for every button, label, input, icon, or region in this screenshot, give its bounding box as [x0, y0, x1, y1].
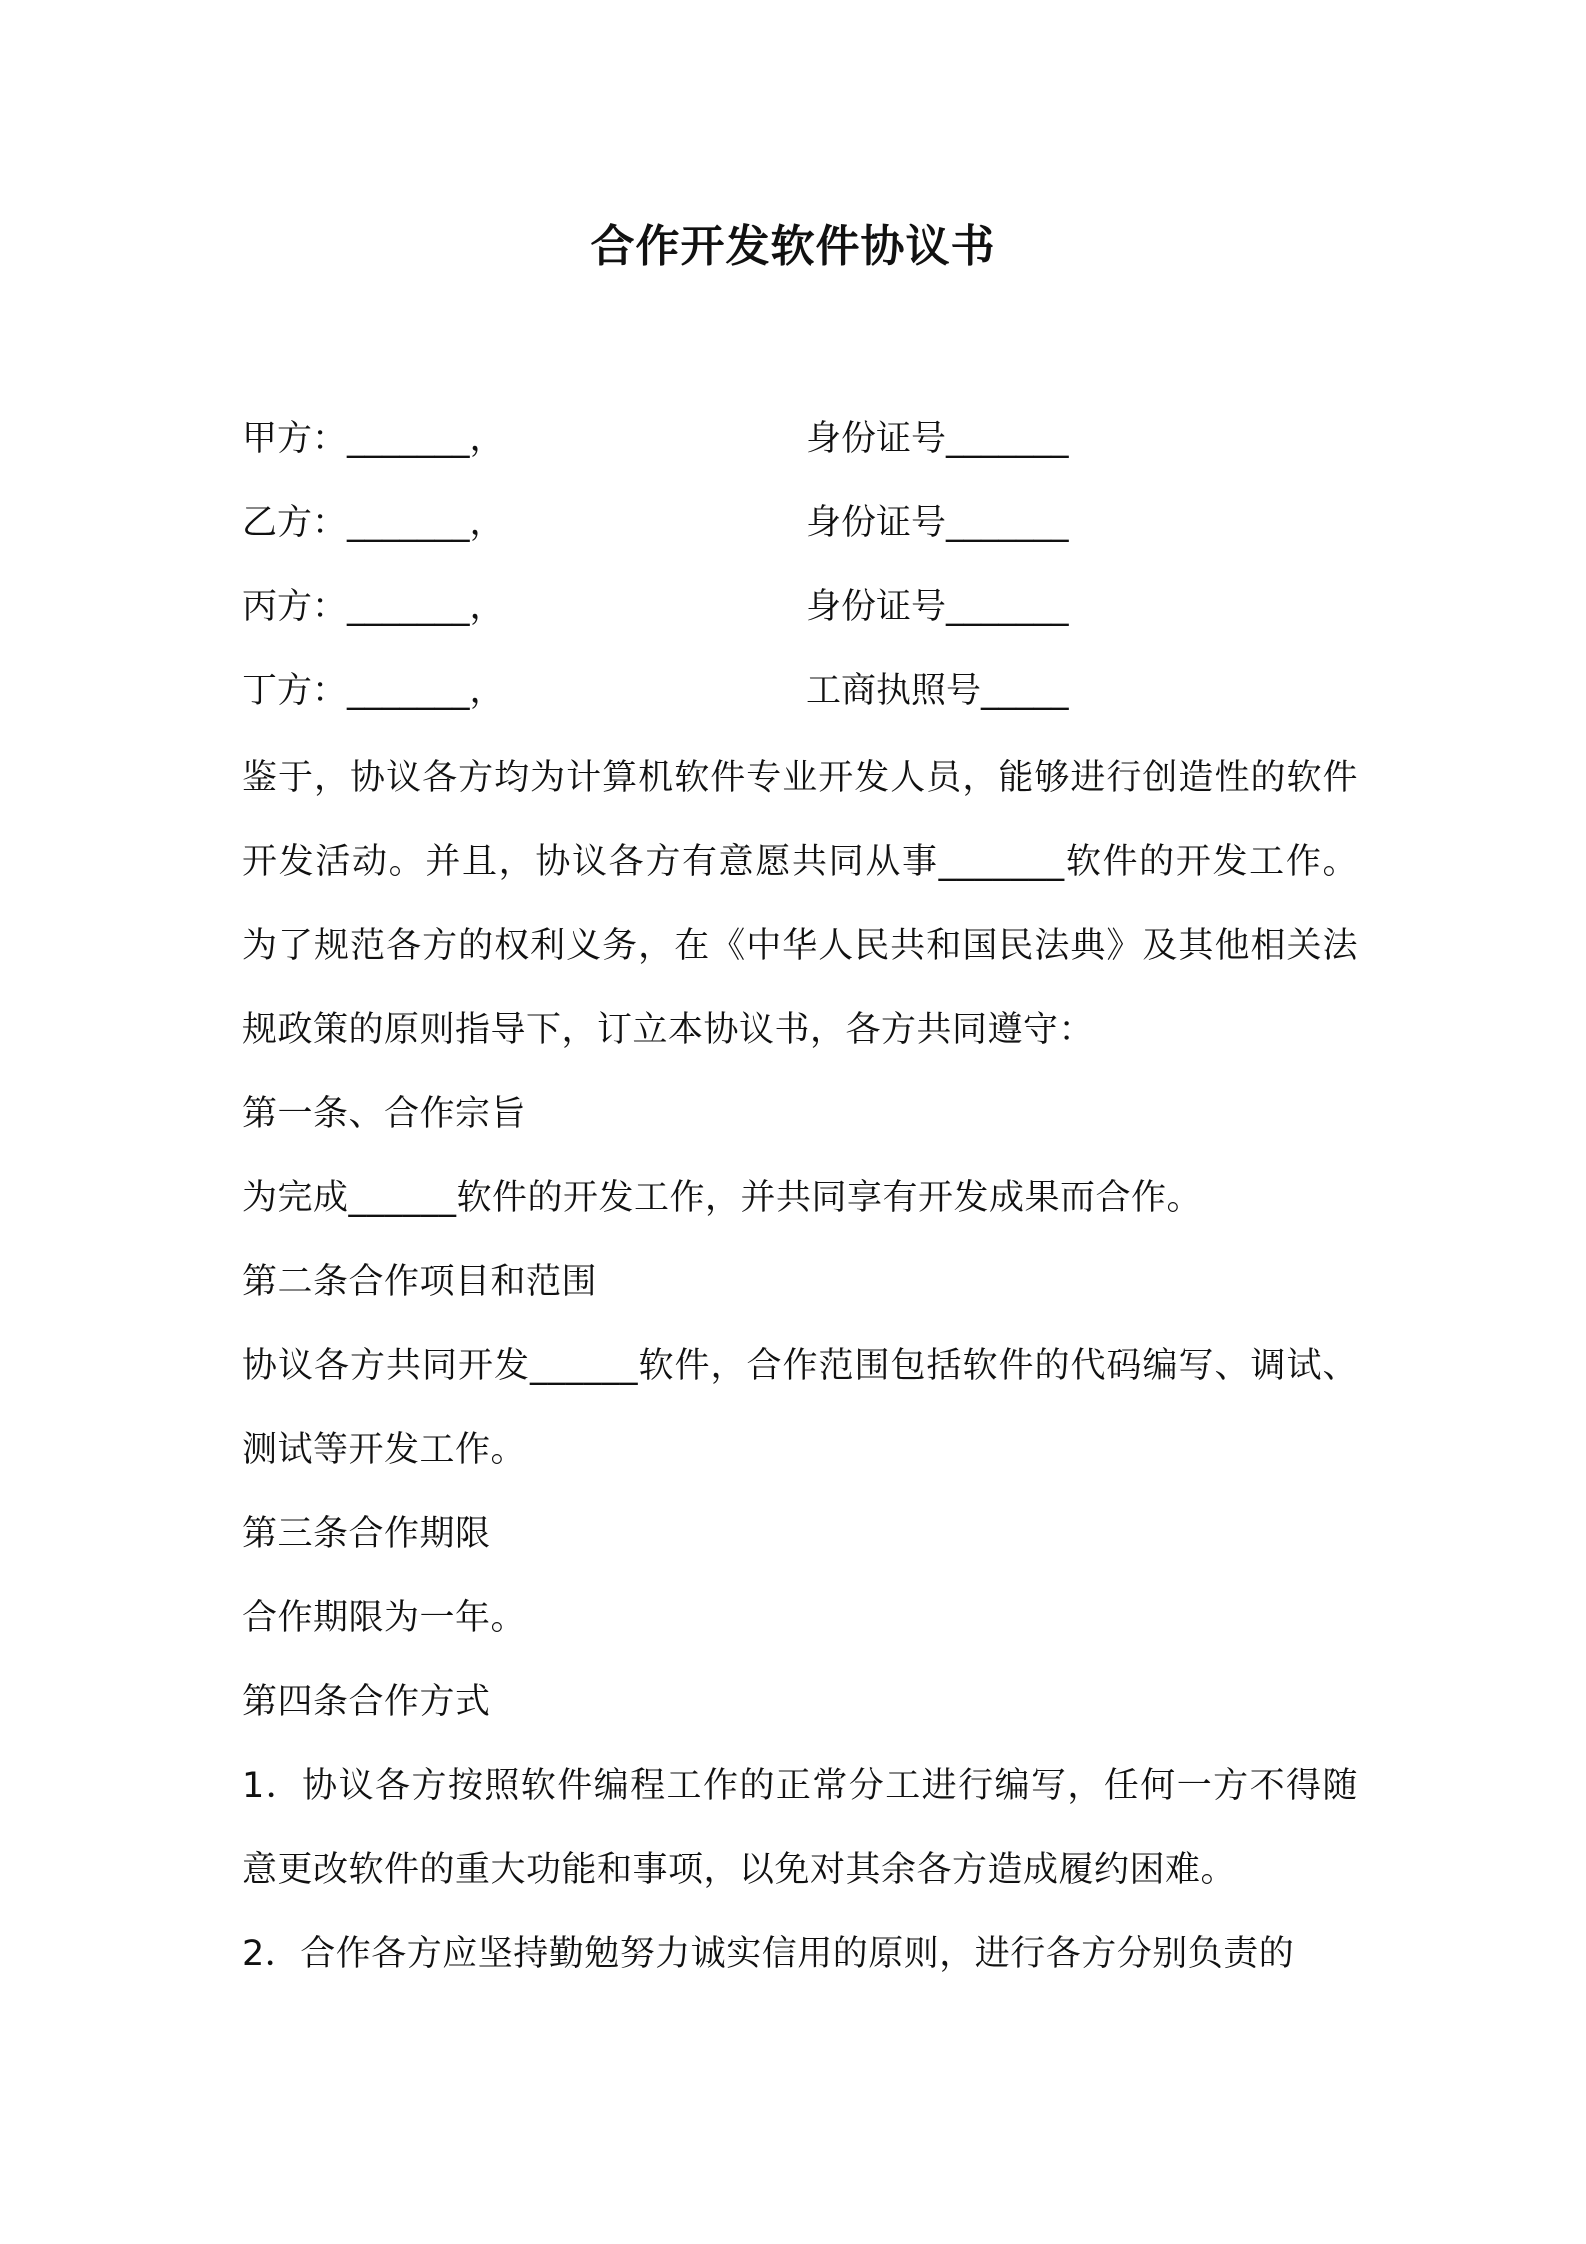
article-4-item-2: 2．合作各方应坚持勤勉努力诚实信用的原则，进行各方分别负责的 — [242, 1934, 1295, 1974]
article-4-item-1: 1．协议各方按照软件编程工作的正常分工进行编写，任何一方不得随意更改软件的重大功能和事项，以免对其余各方造成履约困难。 — [242, 1766, 1358, 1890]
party-bing-name: 丙方：_______， — [242, 587, 505, 627]
party-bing-id: 身份证号_______ — [806, 587, 1069, 627]
article-1-heading: 第一条、合作宗旨 — [242, 1094, 527, 1134]
article-3-text: 合作期限为一年。 — [242, 1598, 527, 1638]
article-2-heading: 第二条合作项目和范围 — [242, 1262, 598, 1302]
document-body — [242, 736, 1358, 1996]
party-ding-name: 丁方：_______， — [242, 671, 505, 711]
party-jia-id: 身份证号_______ — [806, 419, 1069, 459]
parties-block — [242, 404, 1362, 740]
document-title: 合作开发软件协议书 — [590, 221, 996, 272]
party-yi-id: 身份证号_______ — [806, 503, 1069, 543]
party-row-jia — [242, 404, 1362, 488]
party-ding-license: 工商执照号_____ — [806, 671, 1069, 711]
party-row-bing — [242, 572, 1362, 656]
article-4-heading: 第四条合作方式 — [242, 1682, 491, 1722]
preamble-paragraph: 鉴于，协议各方均为计算机软件专业开发人员，能够进行创造性的软件开发活动。并且，协议各方有意愿共同从事_______软件的开发工作。为了规范各方的权利义务，在《中华人民共和国民法典》及其他相关法规政策的原则指导下，订立本协议书，各方共同遵守： — [242, 758, 1358, 1050]
party-jia-name: 甲方：_______， — [242, 419, 505, 459]
article-3-heading: 第三条合作期限 — [242, 1514, 491, 1554]
party-row-ding — [242, 656, 1362, 740]
article-2-text: 协议各方共同开发______软件，合作范围包括软件的代码编写、调试、测试等开发工作。 — [242, 1346, 1358, 1470]
article-1-text: 为完成______软件的开发工作，并共同享有开发成果而合作。 — [242, 1178, 1203, 1218]
party-yi-name: 乙方：_______， — [242, 503, 505, 543]
party-row-yi — [242, 488, 1362, 572]
